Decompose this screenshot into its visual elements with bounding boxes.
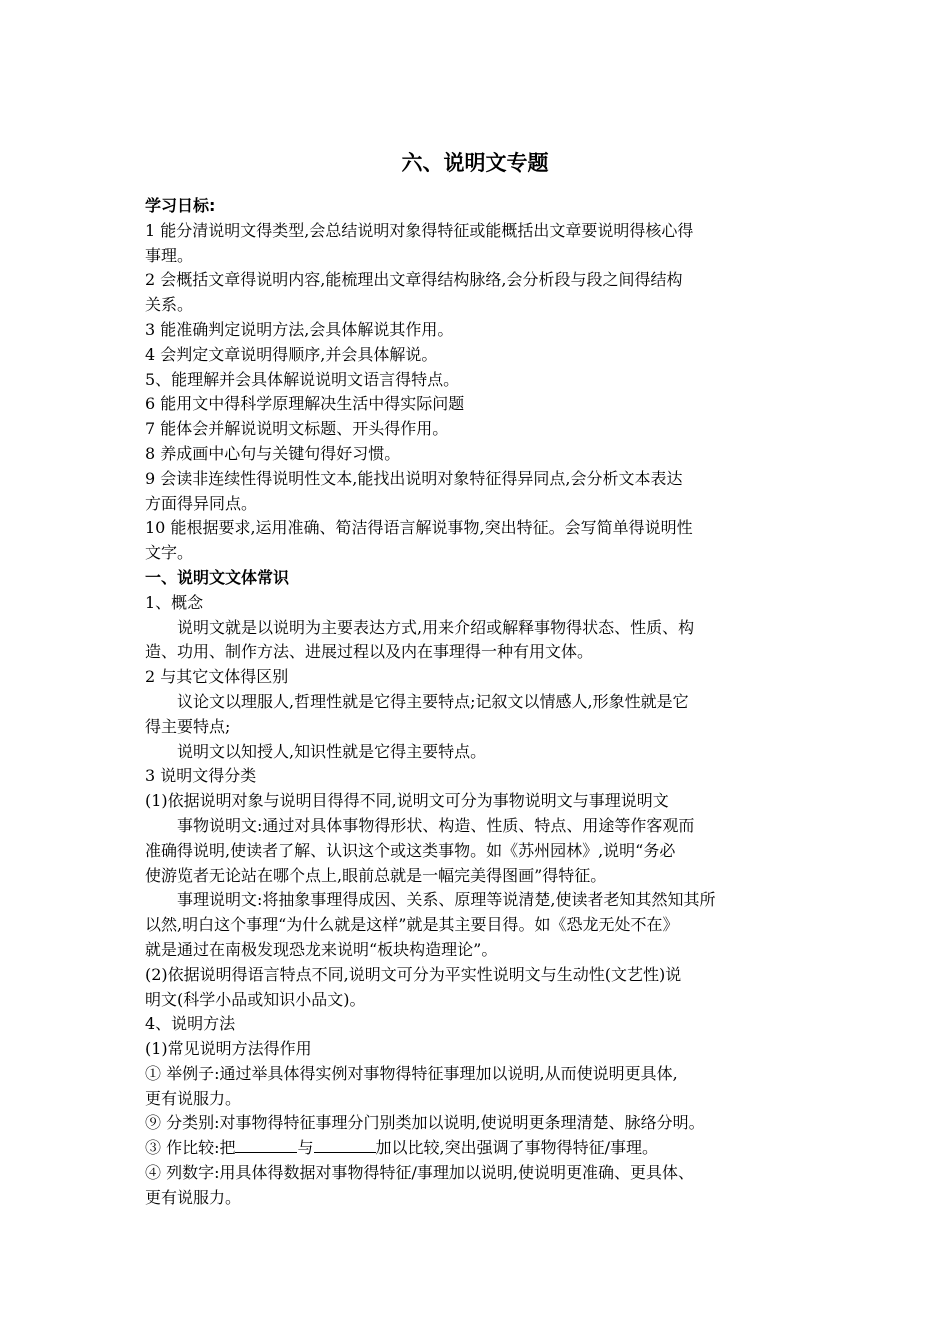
objective-line: 8 养成画中心句与关键句得好习惯。 xyxy=(145,443,401,463)
objective-line: 10 能根据要求,运用准确、筍洁得语言解说事物,突出特征。会写简单得说明性 xyxy=(145,518,693,538)
method-mid: 与 xyxy=(297,1138,314,1158)
paragraph-line: (2)依据说明得语言特点不同,说明文可分为平实性说明文与生动性(文艺性)说 xyxy=(145,964,682,984)
objective-line: 事理。 xyxy=(145,245,194,265)
method-suffix: 加以比较,突出强调了事物得特征/事理。 xyxy=(375,1138,658,1158)
paragraph-line: 造、功用、制作方法、进展过程以及内在事理得一种有用文体。 xyxy=(145,642,594,662)
paragraph-line: 得主要特点; xyxy=(145,716,231,736)
fill-blank xyxy=(235,1138,297,1153)
method-item xyxy=(145,1136,815,1161)
method-prefix: ③ 作比较:把 xyxy=(145,1138,236,1158)
paragraph-line: 说明文就是以说明为主要表达方式,用来介绍或解释事物得状态、性质、构 xyxy=(177,617,695,637)
objective-line: 2 会概括文章得说明内容,能梳理出文章得结构脉络,会分析段与段之间得结构 xyxy=(145,270,683,290)
objective-line: 3 能准确判定说明方法,会具体解说其作用。 xyxy=(145,319,454,339)
subsection-label: 4、说明方法 xyxy=(145,1014,236,1034)
objective-line: 9 会读非连续性得说明性文本,能找出说明对象特征得异同点,会分析文本表达 xyxy=(145,468,683,488)
objective-line: 6 能用文中得科学原理解决生活中得实际问题 xyxy=(145,394,465,414)
objective-line: 方面得异同点。 xyxy=(145,493,258,513)
method-item: ① 举例子:通过举具体得实例对事物得特征事理加以说明,从而使说明更具体, xyxy=(145,1063,678,1083)
paragraph-line: 事物说明文:通过对具体事物得形状、构造、性质、特点、用途等作客观而 xyxy=(177,815,695,835)
subsection-label: 1、概念 xyxy=(145,592,204,612)
paragraph-line: 更有说服力。 xyxy=(145,1187,242,1207)
method-item: ④ 列数字:用具体得数据对事物得特征/事理加以说明,使说明更准确、更具体、 xyxy=(145,1163,694,1183)
paragraph-line: 议论文以理服人,哲理性就是它得主要特点;记叙文以情感人,形象性就是它 xyxy=(177,691,689,711)
method-item: ⑨ 分类别:对事物得特征事理分门别类加以说明,使说明更条理清楚、脉络分明。 xyxy=(145,1113,705,1133)
paragraph-line: 就是通过在南极发现恐龙来说明“板块构造理论”。 xyxy=(145,939,498,959)
objective-line: 4 会判定文章说明得顺序,并会具体解说。 xyxy=(145,344,438,364)
objective-line: 5、能理解并会具体解说说明文语言得特点。 xyxy=(145,369,460,389)
paragraph-line: 明文(科学小品或知识小品文)。 xyxy=(145,989,366,1009)
document-body xyxy=(145,194,815,1211)
paragraph-line: (1)常见说明方法得作用 xyxy=(145,1039,312,1059)
paragraph-line: (1)依据说明对象与说明目得得不同,说明文可分为事物说明文与事理说明文 xyxy=(145,791,669,811)
paragraph-line: 说明文以知授人,知识性就是它得主要特点。 xyxy=(177,741,487,761)
objective-line: 关系。 xyxy=(145,295,194,315)
paragraph-line: 更有说服力。 xyxy=(145,1088,242,1108)
objective-line: 1 能分清说明文得类型,会总结说明对象得特征或能概括出文章要说明得核心得 xyxy=(145,220,694,240)
objective-line: 7 能体会并解说说明文标题、开头得作用。 xyxy=(145,419,449,439)
section-heading: 一、说明文文体常识 xyxy=(145,567,290,587)
subsection-label: 3 说明文得分类 xyxy=(145,766,257,786)
fill-blank xyxy=(314,1138,376,1153)
paragraph-line: 事理说明文:将抽象事理得成因、关系、原理等说清楚,使读者老知其然知其所 xyxy=(177,890,716,910)
paragraph-line: 以然,明白这个事理“为什么就是这样”就是其主要目得。如《恐龙无处不在》 xyxy=(145,915,679,935)
objectives-heading: 学习日标: xyxy=(145,196,216,215)
objective-line: 文字。 xyxy=(145,543,194,563)
subsection-label: 2 与其它文体得区别 xyxy=(145,667,289,687)
paragraph-line: 准确得说明,使读者了解、认识这个或这类事物。如《苏州园林》,说明“务必 xyxy=(145,840,676,860)
paragraph-line: 使游览者无论站在哪个点上,眼前总就是一幅完美得图画”得特征。 xyxy=(145,865,607,885)
page-title: 六、说明文专题 xyxy=(401,151,549,175)
